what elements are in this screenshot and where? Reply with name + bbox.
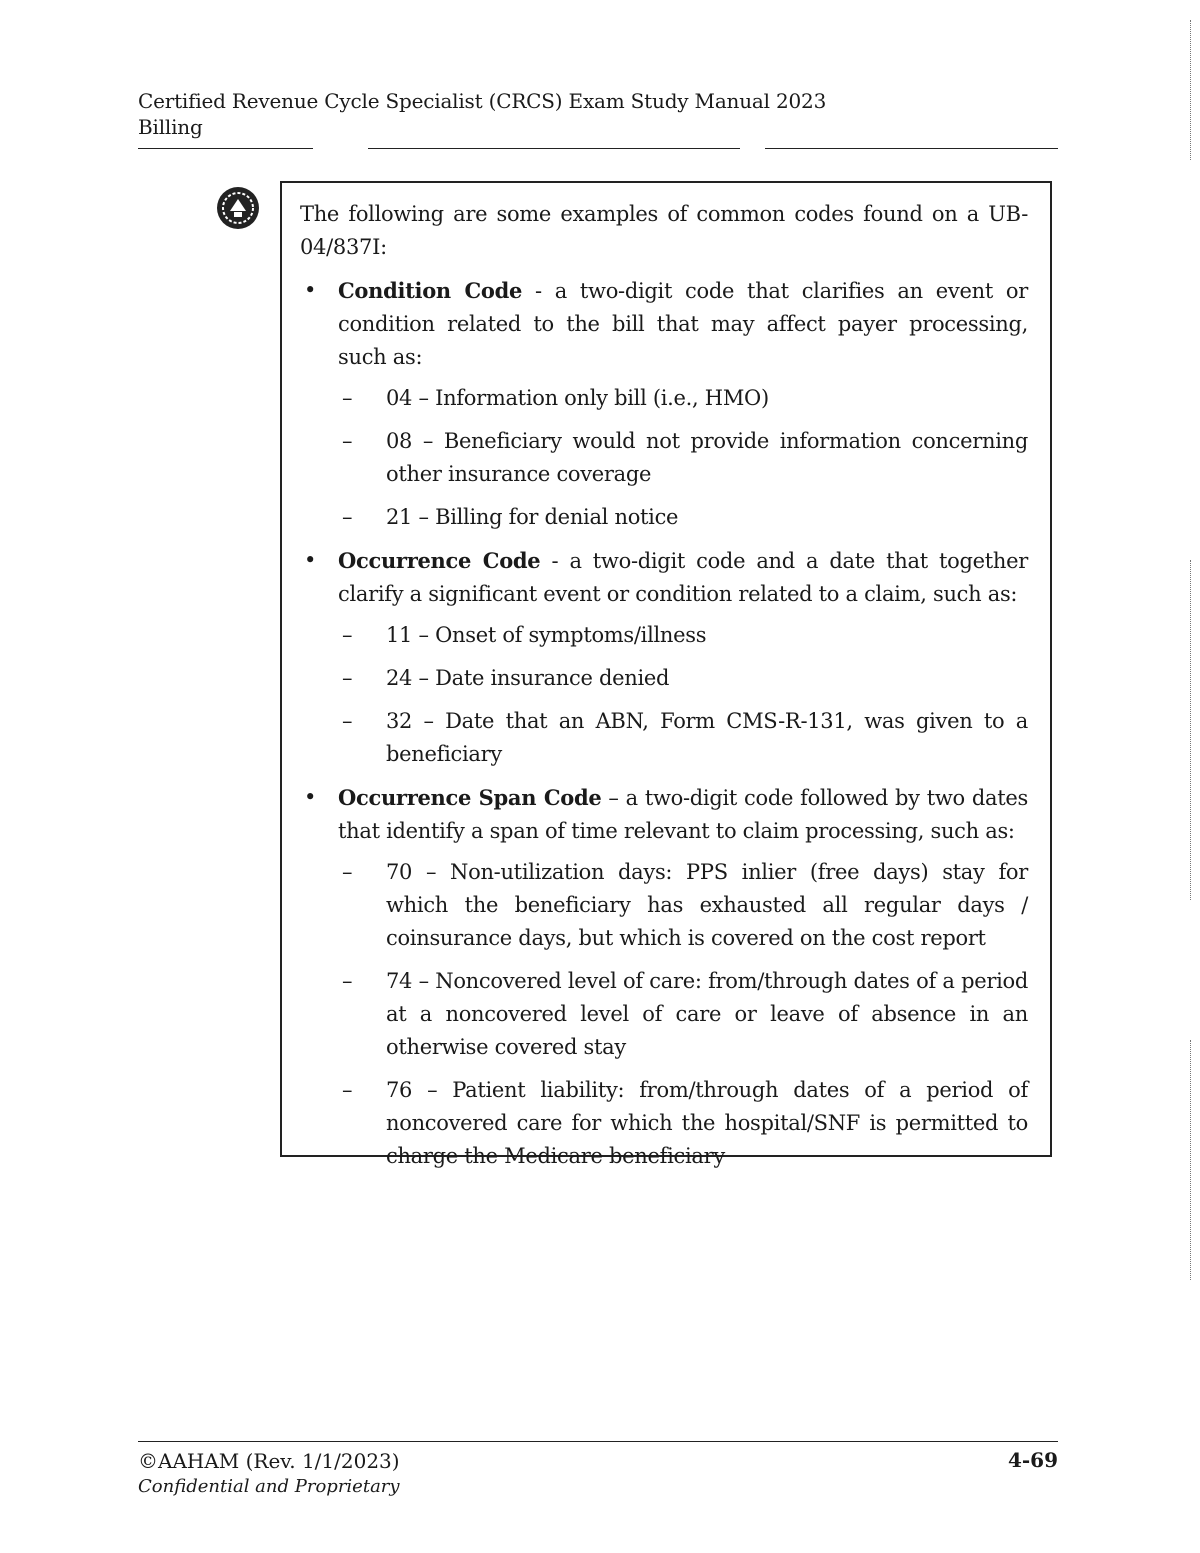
list-item: – 70 – Non-utilization days: PPS inlier (free days) stay for which the beneficiary has exhausted all regular days / coinsurance days, but which is covered on the cost report: [342, 860, 1028, 950]
list-item: – 21 – Billing for denial notice: [342, 505, 679, 529]
scan-margin-artifact: [1190, 560, 1193, 900]
list-item: – 32 – Date that an ABN, Form CMS-R-131, was given to a beneficiary: [342, 709, 1028, 766]
list-item: – 76 – Patient liability: from/through dates of a period of noncovered care for which the hospital/SNF is permitted to charge the Medicare beneficiary: [342, 1078, 1028, 1168]
code-examples-content: [300, 198, 1028, 1183]
intro-text: The following are some examples of common codes found on a UB-04/837I:: [300, 202, 1028, 259]
bullet-condition-code: • Condition Code - a two-digit code that clarifies an event or condition related to the bill that may affect payer processing, such as:: [300, 274, 1028, 374]
confidential-notice: Confidential and Proprietary: [138, 1476, 400, 1497]
bullet-occurrence-span-code: • Occurrence Span Code – a two-digit code followed by two dates that identify a span of time relevant to claim processing, such as:: [300, 781, 1028, 848]
term-description: a two-digit code that clarifies an event or condition related to the bill that may affect payer processing, such as:: [338, 279, 1029, 369]
footer-left: [138, 1448, 400, 1500]
section-title: Billing: [138, 115, 203, 139]
list-item: – 11 – Onset of symptoms/illness: [342, 623, 707, 647]
manual-title: Certified Revenue Cycle Specialist (CRCS) Exam Study Manual 2023: [138, 89, 827, 113]
scan-margin-artifact: [1190, 20, 1193, 160]
key-concept-badge-icon: [215, 185, 261, 231]
term: Occurrence Code: [338, 548, 541, 573]
bullet-dot: •: [304, 785, 317, 809]
list-item: – 24 – Date insurance denied: [342, 666, 670, 690]
footer-rule: [138, 1441, 1058, 1442]
list-item: – 74 – Noncovered level of care: from/through dates of a period at a noncovered level of care or leave of absence in an otherwise covered stay: [342, 969, 1028, 1059]
header-rule: [765, 148, 1058, 149]
bullet-occurrence-code: • Occurrence Code - a two-digit code and a date that together clarify a significant event or condition related to a claim, such as:: [300, 544, 1028, 611]
header-rule: [138, 148, 313, 149]
bullet-dot: •: [304, 278, 317, 302]
list-item: – 04 – Information only bill (i.e., HMO): [342, 386, 769, 410]
term-description: a two-digit code followed by two dates that identify a span of time relevant to claim processing, such as:: [338, 786, 1029, 843]
bullet-dot: •: [304, 548, 317, 572]
term-description: a two-digit code and a date that together clarify a significant event or condition related to a claim, such as:: [338, 549, 1028, 606]
copyright: ©AAHAM (Rev. 1/1/2023): [138, 1449, 400, 1473]
list-item: – 08 – Beneficiary would not provide information concerning other insurance coverage: [342, 429, 1028, 486]
scan-margin-artifact: [1190, 1040, 1193, 1280]
header-rule: [368, 148, 740, 149]
term: Occurrence Span Code: [338, 785, 602, 810]
term: Condition Code: [338, 278, 523, 303]
page-number: 4-69: [1007, 1448, 1058, 1472]
page-header: [138, 88, 1058, 140]
